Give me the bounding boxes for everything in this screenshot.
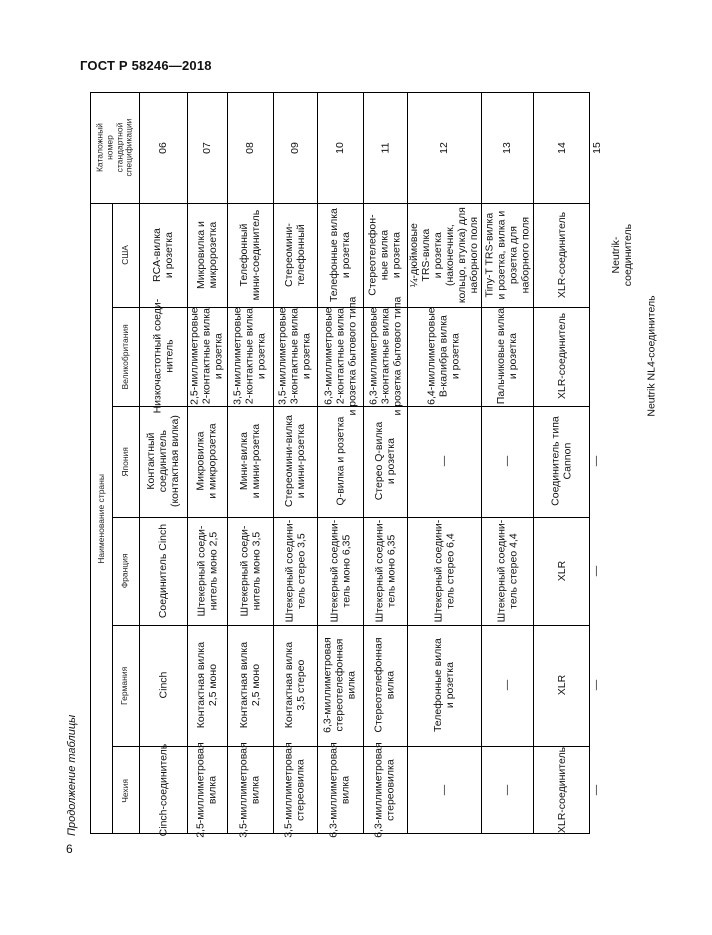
- table-cell-text: Штекерный соедини- тель моно 6,35: [327, 519, 352, 623]
- table-cell: [139, 203, 187, 307]
- table-cell: [139, 746, 187, 835]
- table-cell-text: 6,4-миллиметровые B-калибра вилка и розетка: [425, 307, 463, 406]
- table-cell-text: Низкочастотный соеди- нитель: [150, 299, 175, 414]
- table-cell: [317, 297, 363, 416]
- table-cell-text: Микровилка и микророзетка: [194, 221, 219, 289]
- table-cell-text: —: [500, 785, 513, 796]
- table-cell: [187, 307, 227, 406]
- table-cell-text: Соединитель Cinch: [156, 523, 169, 619]
- table-cell-text: 6,3-миллиметровые 2-контактные вилка и розетка бытового типа: [321, 297, 359, 416]
- table-cell: [273, 93, 317, 203]
- table-cell: [227, 742, 273, 839]
- table-cell-text: 08: [243, 142, 256, 154]
- table-cell-text: Пальчиковые вилка и розетка: [494, 308, 520, 405]
- table-cell: [187, 93, 227, 203]
- table-cell-text: 07: [200, 142, 213, 154]
- table-cell: [363, 742, 407, 839]
- table-cell: [273, 406, 317, 517]
- col-header-3-text: Япония: [119, 446, 130, 477]
- table-cell-text: 11: [378, 142, 391, 154]
- table-cell: [187, 203, 227, 307]
- table-cell-text: RCA-вилка и розетка: [150, 228, 175, 282]
- table-cell: [363, 625, 407, 746]
- table-cell-text: ¼-дюймовые TRS-вилка и розетка (наконечник, кольцо, втулка) для наборного поля: [407, 207, 481, 303]
- table-cell-text: 12: [437, 142, 450, 154]
- table-cell-text: —: [437, 456, 450, 467]
- table-cell: [407, 746, 481, 835]
- table-cell-text: Стерео Q-вилка и розетка: [372, 422, 398, 501]
- table-cell-text: Мини-вилка и мини-розетка: [237, 424, 262, 499]
- table-cell: [139, 93, 187, 203]
- table-cell: [317, 93, 363, 203]
- table-cell: [363, 297, 407, 416]
- table-cell-text: —: [500, 680, 513, 691]
- group-header: [91, 203, 112, 835]
- table-cell: [407, 625, 481, 746]
- table-cell: [591, 746, 602, 835]
- table-cell-text: 3,5-миллиметровые 2-контактные вилка и розетка: [231, 307, 269, 406]
- col-header-4-text: Франция: [119, 553, 130, 589]
- table-cell-text: Штекерный соеди- нитель моно 2,5: [194, 525, 220, 617]
- table-cell-text: Штекерный соедини- тель стерео 3,5: [282, 519, 307, 623]
- table-cell: [591, 517, 602, 625]
- col-header-5: [112, 625, 139, 746]
- page-number: 6: [66, 842, 73, 856]
- col-header-5-text: Германия: [119, 666, 130, 705]
- table-cell-text: —: [590, 565, 603, 577]
- table-cell: [533, 93, 591, 203]
- table-cell-text: Телефонный мини-соединитель: [237, 209, 262, 301]
- table-cell-text: Q-вилка и розетка: [333, 417, 346, 506]
- table-cell: [139, 625, 187, 746]
- table-cell-text: Штекерный соедини- тель стерео 4,4: [494, 519, 519, 623]
- table-cell: [481, 517, 533, 625]
- table-cell-text: Стереомини- телефонный: [282, 223, 308, 287]
- table-cell: [187, 742, 227, 839]
- col-header-catalog: [91, 93, 139, 203]
- table-cell-text: 13: [500, 142, 513, 154]
- table-cell-text: Tiny-T TRS-вилка и розетка, вилка и розетка для наборного поля: [482, 210, 532, 300]
- table-cell-text: 14: [555, 142, 568, 154]
- table-cell: [273, 203, 317, 307]
- table-cell-text: 10: [333, 142, 346, 154]
- table-continuation-label: Продолжение таблицы: [66, 714, 78, 836]
- table-cell: [407, 93, 481, 203]
- table-cell-text: Телефонные вилка и розетка: [327, 208, 352, 302]
- col-header-6: [112, 746, 139, 835]
- country-names-table: [90, 92, 658, 839]
- table-cell: [273, 742, 317, 839]
- table-cell: [407, 517, 481, 625]
- table-cell: [273, 517, 317, 625]
- table-cell-text: XLR: [555, 675, 568, 696]
- table-cell: [363, 93, 407, 203]
- table-cell-text: Контактная вилка 2,5 моно: [194, 642, 220, 729]
- table-cell-text: Штекерный соедини- тель стерео 6,4: [431, 519, 456, 623]
- table-cell-text: XLR: [555, 560, 568, 582]
- table-cell-text: 06: [156, 142, 169, 154]
- table-cell: [533, 406, 591, 517]
- table-cell: [407, 307, 481, 406]
- table-cell-text: Штекерный соеди- нитель моно 3,5: [237, 525, 263, 617]
- table-cell-text: 2,5-миллиметровая вилка: [194, 742, 220, 839]
- table-cell: [533, 307, 591, 406]
- table-cell-text: Стереомини-вилка и мини-розетка: [282, 415, 307, 508]
- table-cell-text: —: [590, 680, 603, 691]
- table-cell: [363, 517, 407, 625]
- table-cell-text: Штекерный соедини- тель моно 6,35: [372, 519, 397, 623]
- table-cell-text: XLR-соединитель: [555, 313, 568, 400]
- table-cell: [317, 742, 363, 839]
- col-header-1-text: США: [119, 245, 130, 265]
- table-cell: [591, 295, 712, 418]
- table-cell-text: Контактная вилка 2,5 моно: [237, 642, 263, 729]
- table-cell-text: Neutrik- соединитель: [610, 223, 635, 287]
- table-cell: [481, 307, 533, 406]
- table-cell: [227, 625, 273, 746]
- table-cell-text: 6,3-миллиметровые 3-контактные вилка и розетка бытового типа: [366, 297, 404, 416]
- table-cell-text: 2,5-миллиметровые 2-контактные вилка и розетка: [188, 307, 226, 406]
- table-cell-text: 15: [590, 142, 603, 154]
- table-cell-text: 6,3-миллиметровая стереовилка: [372, 742, 398, 839]
- table-cell: [317, 406, 363, 517]
- table-cell: [591, 203, 653, 307]
- table-cell: [481, 625, 533, 746]
- table-cell-text: 3,5-миллиметровые 3-контактные вилка и розетка: [276, 307, 314, 406]
- table-cell: [481, 406, 533, 517]
- table-cell-text: 3,5-миллиметровая вилка: [237, 742, 263, 839]
- col-header-3: [112, 406, 139, 517]
- table-cell: [187, 625, 227, 746]
- table-cell: [139, 517, 187, 625]
- table-cell: [139, 406, 187, 517]
- table-cell-text: Соединитель типа Cannon: [549, 416, 574, 507]
- table-cell-text: Контактный соединитель (контактная вилка): [144, 415, 182, 508]
- table-cell: [273, 625, 317, 746]
- table-cell: [407, 406, 481, 517]
- col-header-1: [112, 203, 139, 307]
- table-cell: [591, 93, 603, 203]
- table-cell: [317, 625, 363, 746]
- table-cell-text: Neutrik NL4-соединитель: [645, 295, 658, 418]
- table-cell: [533, 203, 591, 307]
- table-cell-text: 3,5-миллиметровая стереовилка: [282, 742, 308, 839]
- table-cell: [139, 299, 187, 414]
- col-header-4: [112, 517, 139, 625]
- col-header-catalog-text: Каталожный номер стандартной спецификации: [94, 119, 134, 177]
- table-cell-text: Cinch: [156, 672, 169, 699]
- table-cell: [187, 517, 227, 625]
- col-header-6-text: Чехия: [119, 778, 130, 803]
- group-header-text: Наименование страны: [95, 474, 106, 564]
- table-cell-text: Микровилка и микророзетка: [194, 423, 219, 500]
- table-cell-text: —: [437, 785, 450, 796]
- table-cell: [227, 93, 273, 203]
- table-cell-text: —: [590, 456, 603, 467]
- table-cell: [481, 93, 533, 203]
- table-cell-text: Телефонные вилка и розетка: [431, 638, 456, 733]
- table-cell-text: 09: [288, 142, 301, 154]
- table-cell-text: XLR-соединитель: [555, 211, 568, 299]
- table-cell: [533, 517, 591, 625]
- col-header-2-text: Великобритания: [119, 323, 130, 390]
- table-cell-text: Стереотелефон- ные вилка и розетка: [366, 214, 404, 296]
- table-cell-text: 6,3-миллиметровая вилка: [327, 742, 353, 839]
- table-cell: [227, 406, 273, 517]
- document-code: ГОСТ Р 58246—2018: [80, 58, 212, 73]
- table-cell: [317, 203, 363, 307]
- table-cell-text: Стереотелефонная вилка: [372, 637, 397, 734]
- table-cell-text: 6,3-миллиметровая стереотелефонная вилка: [321, 637, 359, 734]
- table-cell: [481, 746, 533, 835]
- table-cell: [227, 517, 273, 625]
- table-cell-text: —: [590, 785, 603, 796]
- table-cell: [591, 406, 602, 517]
- table-cell-text: —: [500, 456, 513, 467]
- table-cell-text: XLR-соединитель: [555, 747, 568, 834]
- table-cell-text: Cinch-соединитель: [156, 744, 169, 837]
- table-cell: [533, 746, 591, 835]
- table-cell-text: Контактная вилка 3,5 стерео: [282, 642, 308, 729]
- table-cell: [227, 203, 273, 307]
- table-cell: [407, 203, 481, 307]
- table-cell: [187, 406, 227, 517]
- table-cell: [227, 307, 273, 406]
- table-cell: [591, 625, 602, 746]
- table-cell: [363, 203, 407, 307]
- table-cell: [363, 406, 407, 517]
- table-cell: [273, 307, 317, 406]
- table-cell: [481, 203, 533, 307]
- table-cell: [317, 517, 363, 625]
- col-header-2: [112, 307, 139, 406]
- table-cell: [533, 625, 591, 746]
